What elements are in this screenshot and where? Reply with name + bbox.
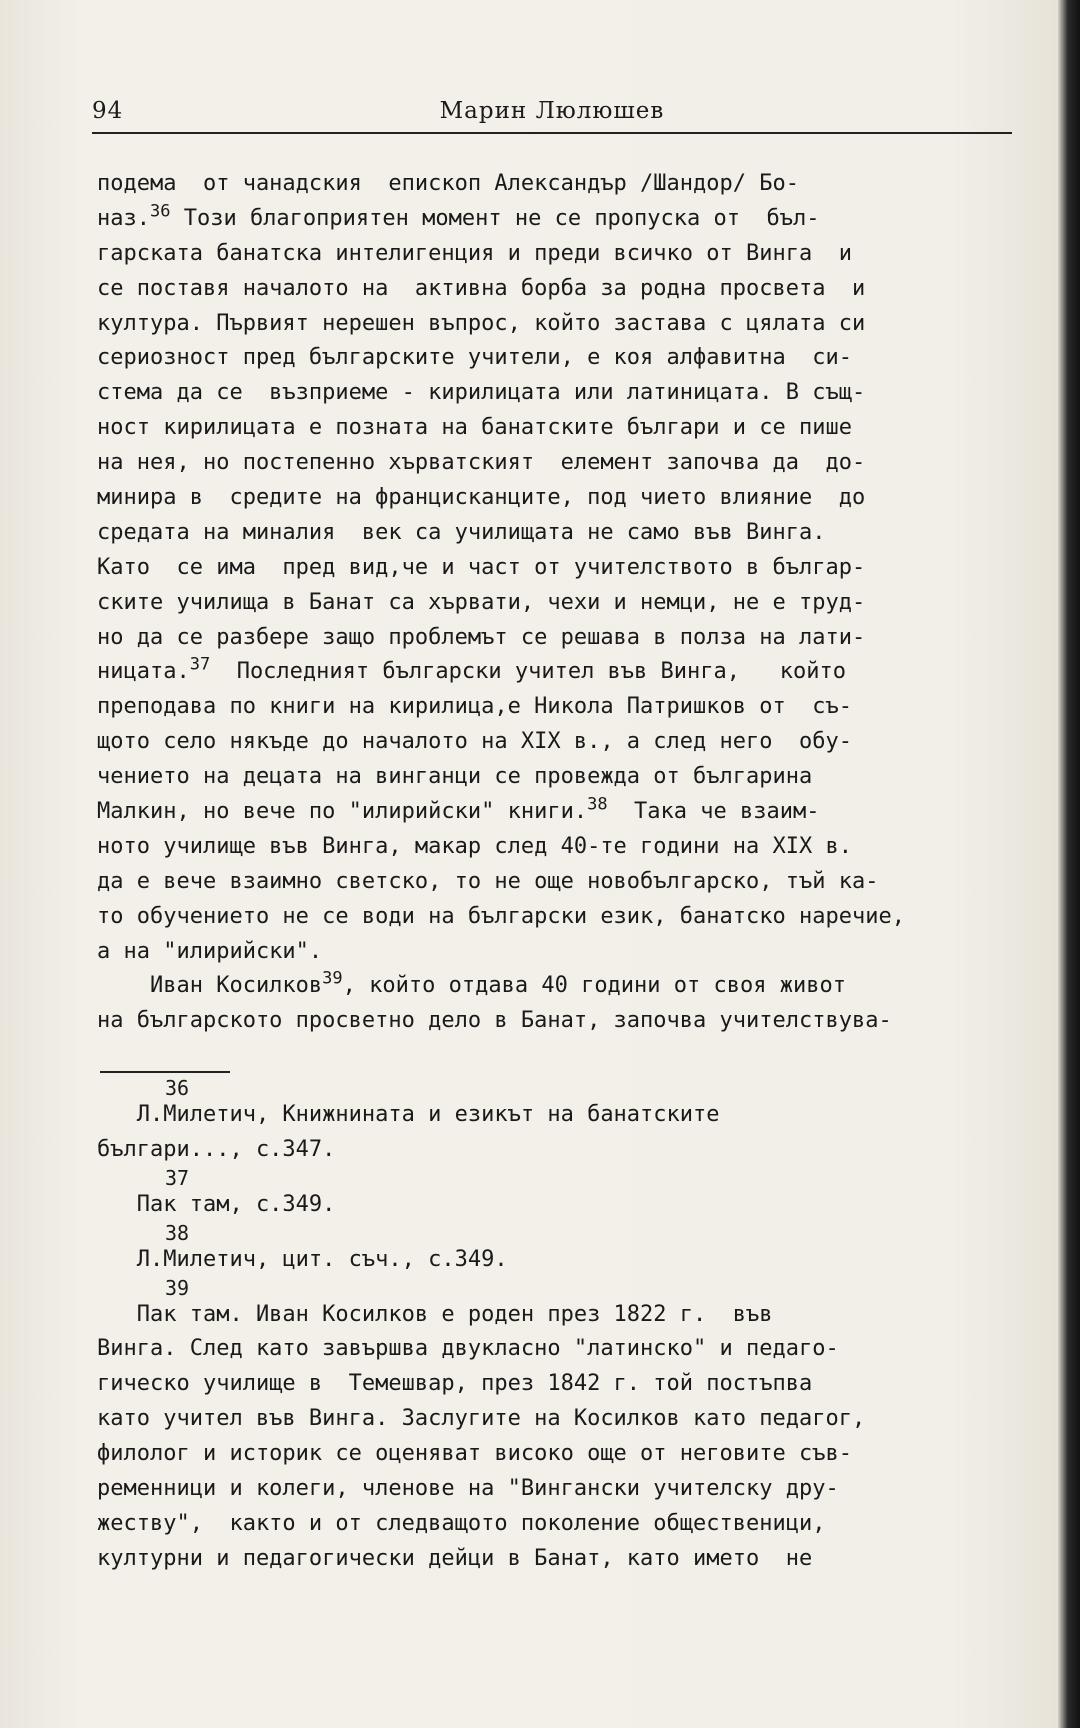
footnote-line: ременници и колеги, членове на "Вингански учителску дру- [97,1476,839,1502]
page-header [92,98,1012,134]
text-segment: Малкин, но вече по "илирийски" книги. [97,799,588,825]
text-segment: , който отдава 40 години от своя живот [342,973,846,999]
text-line: ските училища в Банат са хървати, чехи и немци, не е труд- [97,589,866,615]
footnote-ref: 39 [322,969,343,990]
text-segment: Така че взаим- [607,799,820,825]
footnote-line: филолог и историк се оценяват високо още от неговите съв- [97,1441,852,1467]
text-line: Като се има пред вид,че и част от учителството в българ- [97,554,866,580]
footnote-line: като учител във Винга. Заслугите на Косилков като педагог, [97,1406,866,1432]
text-line: а на "илирийски". [97,938,323,964]
footnote-line: жеству", както и от следващото поколение общественици, [97,1510,826,1536]
text-line: да е вече взаимно светско, то не още новобългарско, тъй ка- [97,868,879,894]
text-line: преподава по книги на кирилица,е Никола Патришков от съ- [97,694,852,720]
footnote-line: културни и педагогически дейци в Банат, като името не [97,1545,813,1571]
text-line [97,202,1037,237]
footnote-number: 36 [165,1076,190,1100]
footnote-ref: 38 [587,794,608,815]
text-line: чението на децата на винганци се провежда от българина [97,764,813,790]
text-line: ното училище във Винга, макар след 40-те години на XIX в. [97,833,852,859]
page-edge-shadow [1058,0,1080,1728]
text-line: средата на миналия век са училищата не само във Винга. [97,519,826,545]
footnote-ref: 37 [189,655,211,676]
running-head-author: Марин Люлюшев [439,98,665,124]
footnote-ref: 36 [149,201,171,222]
text-segment: Този благоприятен момент не се пропуска от бъл- [170,205,820,231]
text-line: стема да се възприеме - кирилицата или латиницата. В същ- [97,380,866,406]
footnote-line: българи..., с.347. [97,1136,336,1162]
footnote-line: Винга. След като завършва двукласно "латинско" и педаго- [97,1336,839,1362]
text-line [97,795,1037,830]
text-segment: ницата. [97,659,190,685]
footnote-number: 37 [165,1165,190,1190]
footnote [97,1220,1037,1278]
text-line: но да се разбере защо проблемът се решава в полза на лати- [97,624,866,650]
footnote-line: Пак там. Иван Косилков е роден през 1822 г. във [97,1301,773,1327]
text-line: сериозност пред българските учители, е коя алфавитна си- [97,345,852,371]
footnote-number: 38 [165,1220,190,1245]
text-line: ност кирилицата е позната на банатските българи и се пише [97,415,852,441]
footnote-line: Л.Милетич, цит. съч., с.349. [97,1246,508,1272]
footnotes [97,1078,1037,1577]
text-line: на българското просветно дело в Банат, започва учителствува- [97,1008,892,1034]
text-line [97,969,1037,1004]
text-segment: Иван Косилков [97,973,323,999]
text-line: минира в средите на францисканците, под чието влияние до [97,485,866,511]
text-line [97,655,1037,690]
footnote-line: Л.Милетич, Книжнината и езикът на банатските [97,1102,720,1127]
footnote-line: гическо училище в Темешвар, през 1842 г. той постъпва [97,1371,813,1397]
footnote [97,1165,1037,1223]
text-line: щото село някъде до началото на XIX в., а след него обу- [97,729,852,755]
page-number: 94 [92,98,124,124]
footnote-number: 39 [165,1275,190,1300]
text-line: се поставя началото на активна борба за родна просвета и [97,275,866,301]
footnote [97,1078,1037,1168]
text-segment: Последният български учител във Винга, който [210,659,846,685]
text-line: подема от чанадския епископ Александър /Шандор/ Бо- [97,171,799,196]
text-line: на нея, но постепенно хърватският елемент започва да до- [97,450,866,476]
text-line: то обучението не се води на български език, банатско наречие, [97,903,905,929]
text-segment: наз. [97,205,150,231]
footnote-separator [100,1071,230,1073]
text-line: гарската банатска интелигенция и преди всичко от Винга и [97,240,852,266]
footnote-line: Пак там, с.349. [97,1191,336,1217]
footnote [97,1275,1037,1577]
text-line: култура. Първият нерешен въпрос, който застава с цялата си [97,310,866,336]
body-text [97,167,1037,1039]
